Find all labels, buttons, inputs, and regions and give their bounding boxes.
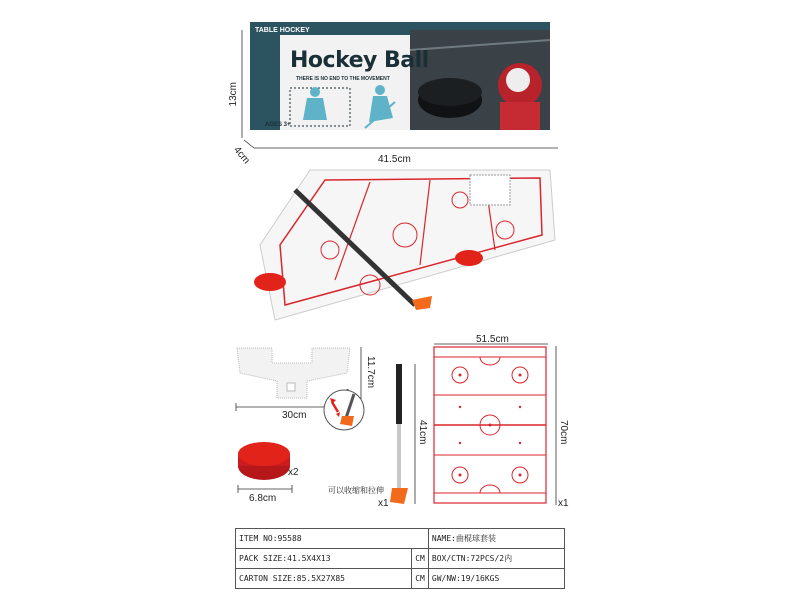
box-title: Hockey Ball bbox=[290, 48, 429, 73]
pack-size-cell: PACK SIZE:41.5X4X13 bbox=[236, 549, 412, 569]
gw-nw-cell: GW/NW:19/16KGS bbox=[428, 569, 564, 589]
rink-dimension-lines bbox=[432, 340, 562, 510]
carton-size-cell: CARTON SIZE:85.5X27X85 bbox=[236, 569, 412, 589]
assembled-rink bbox=[240, 160, 570, 330]
box-width-label: 41.5cm bbox=[378, 154, 411, 165]
rink-qty: x1 bbox=[558, 498, 569, 509]
box-dimension-lines bbox=[240, 28, 570, 153]
rink-height-label: 70cm bbox=[558, 420, 569, 445]
stick-length-line bbox=[410, 362, 420, 507]
carton-unit-cell: CM bbox=[412, 569, 429, 589]
spec-table bbox=[235, 528, 565, 589]
box-ctn-cell: BOX/CTN:72PCS/2内 bbox=[428, 549, 564, 569]
puck-width-label: 6.8cm bbox=[249, 493, 277, 504]
name-cell: NAME:曲棍球套装 bbox=[428, 529, 564, 549]
table-row bbox=[236, 549, 565, 569]
puck bbox=[236, 440, 296, 485]
box-depth-label: 4cm bbox=[231, 144, 252, 167]
table-row bbox=[236, 529, 565, 549]
item-no-cell: ITEM NO:95588 bbox=[236, 529, 429, 549]
pack-unit-cell: CM bbox=[412, 549, 429, 569]
goal-width-label: 30cm bbox=[282, 410, 307, 421]
table-row bbox=[236, 569, 565, 589]
goal-height-label: 11.7cm bbox=[365, 356, 376, 389]
stick-note: 可以收缩和拉伸 bbox=[328, 486, 384, 495]
box-tagline: THERE IS NO END TO THE MOVEMENT bbox=[296, 76, 390, 82]
box-series-tag: TABLE HOCKEY bbox=[255, 27, 310, 34]
box-ages: AGES 3+ bbox=[265, 122, 291, 128]
stick-qty: x1 bbox=[378, 498, 389, 509]
box-height-label: 13cm bbox=[228, 82, 239, 107]
stick-length-label: 41cm bbox=[417, 420, 428, 445]
rink-width-label: 51.5cm bbox=[476, 334, 509, 345]
puck-qty: x2 bbox=[288, 467, 299, 478]
